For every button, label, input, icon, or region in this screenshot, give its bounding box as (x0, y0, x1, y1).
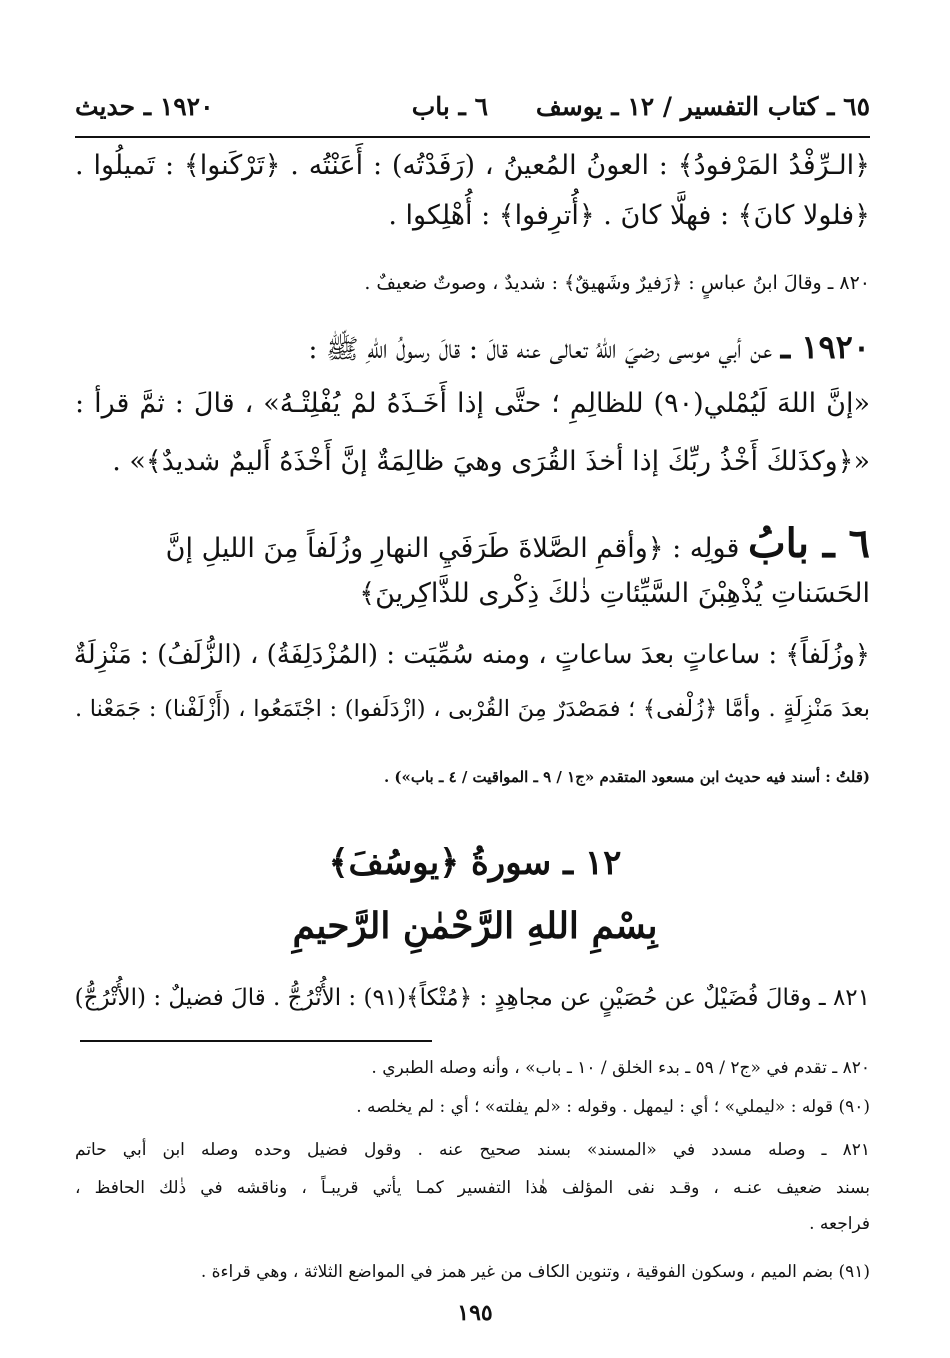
editor-note: (قلتُ : أسند فيه حديث ابن مسعود المتقدم «ج١ / ٩ ـ المواقيت / ٤ ـ باب») . (383, 768, 870, 786)
header-rule (75, 136, 870, 138)
bab-number: ٦ ـ بابُ (747, 520, 870, 567)
footnote-91: (٩١) بضم الميم ، وسكون الفوقية ، وتنوين الكاف من غير همز في المواضع الثلاثة ، وهي قراءة . (200, 1262, 870, 1282)
text-line: ﴿وزُلَفاً﴾ : ساعاتٍ بعدَ ساعاتٍ ، ومنه سُمِّيَت : (المُزْدَلِفَةُ) ، (الزُّلَفُ) : مَنْزِلَةٌ (73, 640, 870, 670)
text-line: بعدَ مَنْزِلَةٍ . وأمَّا ﴿زُلْفى﴾ ؛ فمَصْدَرٌ مِنَ القُرْبى ، (ازْدَلَفوا) : اجْتَمَعُوا ، (أَزْلَفْنا) : جَمَعْنا . (75, 696, 870, 722)
surah-title: ١٢ ـ سورةُ ﴿يوسُفَ﴾ (328, 843, 622, 883)
footnote-821-end: فراجعه . (809, 1214, 870, 1234)
hadith-text-line: «إنَّ اللهَ لَيُمْلي(٩٠) للظالِمِ ؛ حتَّى إذا أَخَـذَهُ لمْ يُفْلِتْـهُ» ، قالَ : ثمَّ قرأ : (75, 388, 870, 419)
footnote-821: ٨٢١ ـ وصله مسدد في «المسند» بسند صحيح عنه . وقول فضيل وحده وصله ابن أبي حاتم (75, 1140, 870, 1160)
hadith-text-line: «﴿وكذَلكَ أَخْذُ ربِّكَ إذا أخذَ القُرَى وهيَ ظالِمَةٌ إنَّ أَخْذَهُ أَليمٌ شديدٌ﴾» . (112, 446, 870, 477)
bab-heading (75, 520, 870, 567)
header-bab: ٦ ـ باب (411, 92, 488, 121)
hadith-1920-intro (75, 328, 870, 372)
basmala: بِسْمِ اللهِ الرَّحْمٰنِ الرَّحيمِ (292, 905, 658, 947)
header-book-chapter: ٦٥ ـ كتاب التفسير / ١٢ ـ يوسف (535, 92, 870, 121)
hadith-number: ١٩٢٠ ـ (780, 328, 870, 366)
athar-821: ٨٢١ ـ وقالَ فُضَيْلٌ عن حُصَيْنٍ عن مجاهِدٍ : ﴿مُتْكاً﴾(٩١) : الأُتْرُجُّ . قالَ فضيلٌ : (الأُتْرُجُّ) (74, 985, 870, 1011)
hadith-isnad: عن أبي موسى رضيَ اللهُ تعالى عنه قالَ : قالَ رسولُ اللهِ ﷺ : (308, 334, 773, 365)
header-hadith-number: ١٩٢٠ ـ حديث (75, 92, 214, 121)
footnote-rule (80, 1040, 432, 1042)
bab-title-cont: الحَسَناتِ يُذْهِبْنَ السَّيِّئاتِ ذٰلكَ ذِكْرى للذَّاكِرينَ﴾ (359, 578, 870, 609)
running-header (75, 92, 870, 132)
text-line: ﴿فلولا كانَ﴾ : فهلَّا كانَ . ﴿أُترِفوا﴾ : أُهْلِكوا . (388, 200, 870, 231)
footnote-820: ٨٢٠ ـ تقدم في «ج٢ / ٥٩ ـ بدء الخلق / ١٠ ـ باب» ، وأنه وصله الطبري . (371, 1058, 870, 1078)
footnote-90: (٩٠) قوله : «ليملي» ؛ أي : ليمهل . وقوله : «لم يفلته» ؛ أي : لم يخلصه . (356, 1097, 870, 1117)
bab-title: قولِه : ﴿وأقمِ الصَّلاةَ طَرَفَيِ النهارِ وزُلَفاً مِنَ الليلِ إنَّ (165, 533, 740, 564)
athar-820: ٨٢٠ ـ وقالَ ابنُ عباسٍ : ﴿زَفيرٌ وشَهيقٌ﴾ : شديدٌ ، وصوتٌ ضعيفٌ . (364, 272, 870, 294)
footnote-821-cont: بسند ضعيف عنـه ، وقـد نفى المؤلف هٰذا التفسير كمـا يأتي قريبـاً ، وناقشه في ذٰلك الحافظ ، (75, 1178, 870, 1198)
text-line: ﴿الـرِّفْدُ المَرْفودُ﴾ : العونُ المُعينُ ، (رَفَدْتُه) : أَعَنْتُه . ﴿تَرْكَنوا﴾ : تَميلُوا . (75, 150, 870, 181)
page-number: ١٩٥ (457, 1300, 493, 1326)
